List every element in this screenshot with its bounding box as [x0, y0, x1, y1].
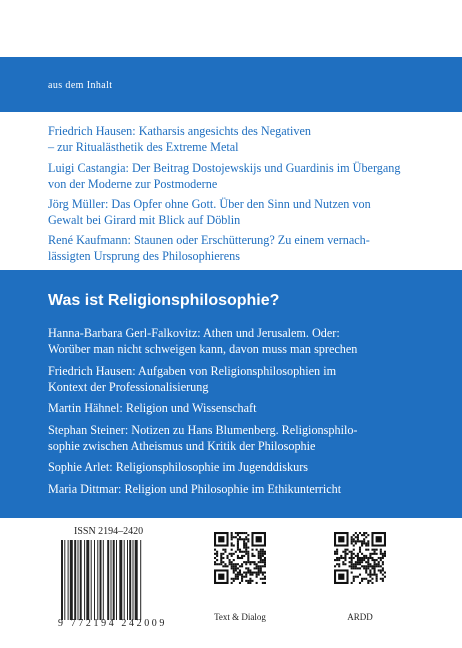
contents-item-line: – zur Ritualästhetik des Extreme Metal — [48, 140, 239, 154]
mid-item-line: Stephan Steiner: Notizen zu Hans Blumenberg. Religionsphilo- — [48, 423, 358, 437]
mid-item — [48, 481, 418, 497]
contents-item — [48, 123, 418, 155]
contents-item-line: Gewalt bei Girard mit Blick auf Döblin — [48, 213, 241, 227]
contents-item-line: Luigi Castangia: Der Beitrag Dostojewskijs und Guardinis im Übergang — [48, 161, 401, 175]
mid-item-line: Kontext der Professionalisierung — [48, 380, 209, 394]
mid-item-line: Maria Dittmar: Religion und Philosophie im Ethikunterricht — [48, 482, 342, 496]
mid-item — [48, 363, 418, 395]
contents-item — [48, 232, 418, 264]
contents-item-line: René Kaufmann: Staunen oder Erschütterung? Zu einem vernach- — [48, 233, 370, 247]
qr-code-icon — [334, 532, 386, 584]
qr-code-icon — [214, 532, 266, 584]
mid-item-line: Sophie Arlet: Religionsphilosophie im Jugenddiskurs — [48, 460, 308, 474]
contents-item-line: von der Moderne zur Postmoderne — [48, 177, 218, 191]
mid-item — [48, 459, 418, 475]
contents-item — [48, 196, 418, 228]
mid-item-line: Hanna-Barbara Gerl-Falkovitz: Athen und Jerusalem. Oder: — [48, 326, 340, 340]
barcode-icon — [60, 540, 172, 620]
mid-item-line: Martin Hähnel: Religion und Wissenschaft — [48, 401, 257, 415]
mid-item — [48, 400, 418, 416]
section-label: aus dem Inhalt — [48, 80, 113, 91]
mid-item-line: Friedrich Hausen: Aufgaben von Religionsphilosophien im — [48, 364, 337, 378]
mid-item-line: sophie zwischen Atheismus und Kritik der Philosophie — [48, 439, 316, 453]
contents-item-line: Jörg Müller: Das Opfer ohne Gott. Über den Sinn und Nutzen von — [48, 197, 371, 211]
qr-label-ardd: ARDD — [347, 612, 373, 622]
section-title: Was ist Religionsphilosophie? — [48, 292, 280, 309]
qr-label-text-dialog: Text & Dialog — [214, 612, 266, 622]
mid-item — [48, 422, 418, 454]
contents-item-line: lässigten Ursprung des Philosophierens — [48, 249, 240, 263]
contents-item — [48, 160, 418, 192]
mid-item-line: Worüber man nicht schweigen kann, davon muss man sprechen — [48, 342, 358, 356]
contents-item-line: Friedrich Hausen: Katharsis angesichts des Negativen — [48, 124, 311, 138]
mid-item — [48, 325, 418, 357]
issn-label: ISSN 2194–2420 — [74, 526, 144, 537]
top-margin — [0, 0, 462, 57]
barcode-number: 9 772194 242009 — [58, 618, 167, 629]
